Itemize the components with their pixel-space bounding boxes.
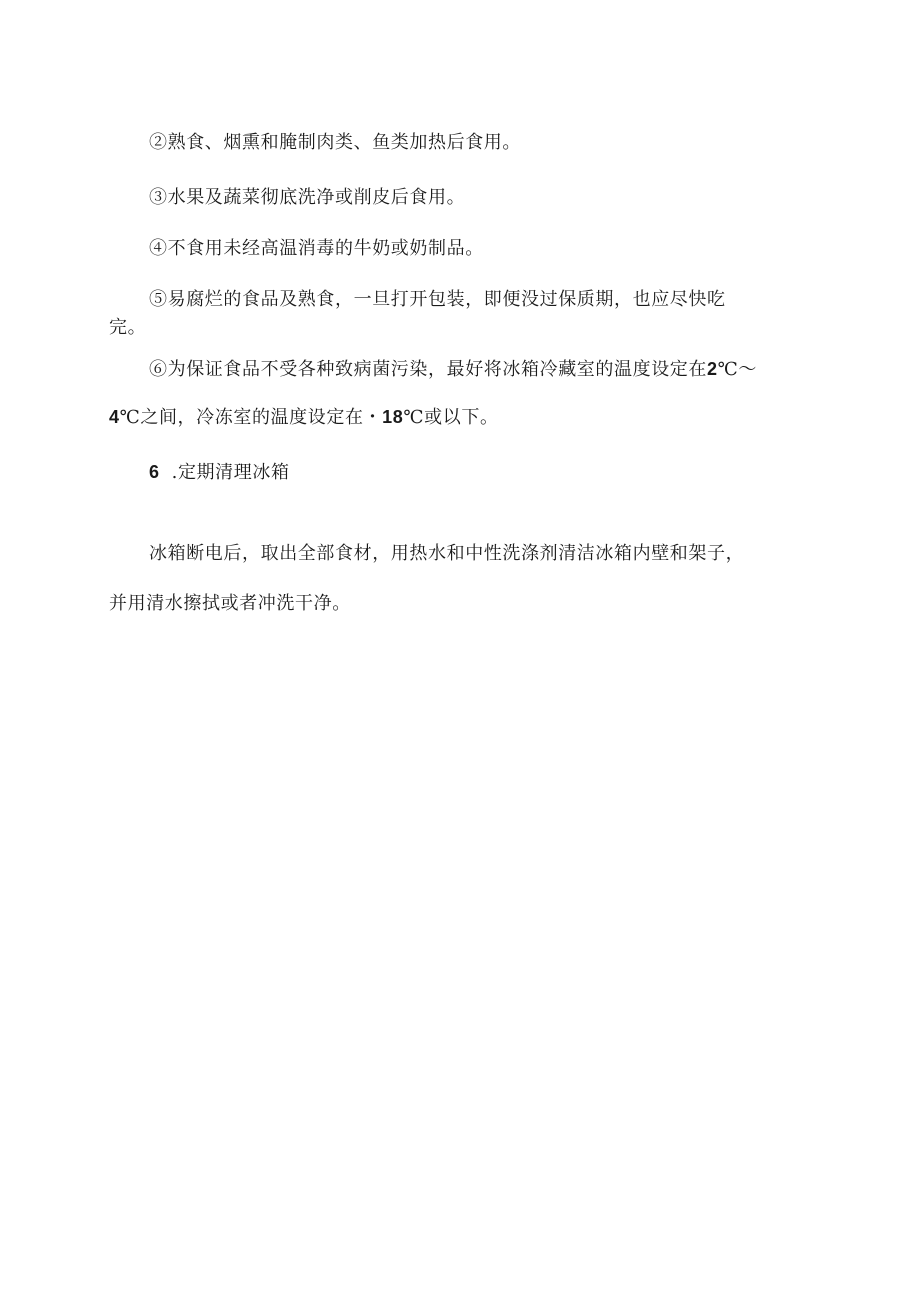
paragraph-line-2: 并用清水擦拭或者冲洗干净。 bbox=[109, 593, 351, 614]
list-item-3: ③水果及蔬菜彻底洗净或削皮后食用。 bbox=[149, 187, 466, 208]
list-item-6-text-c: ℃之间，冷冻室的温度设定在・ bbox=[119, 407, 383, 428]
list-item-6-text-d: ℃或以下。 bbox=[403, 407, 499, 428]
temp-freezer: 18 bbox=[382, 407, 404, 427]
section-title: .定期清理冰箱 bbox=[171, 462, 290, 483]
list-item-6-text-b: ℃～ bbox=[717, 359, 757, 380]
list-item-2: ②熟食、烟熏和腌制肉类、鱼类加热后食用。 bbox=[149, 132, 521, 153]
section-number: 6 bbox=[149, 462, 160, 482]
paragraph-line-1: 冰箱断电后，取出全部食材，用热水和中性洗涤剂清洁冰箱内壁和架子， bbox=[149, 543, 745, 564]
section-heading bbox=[149, 460, 290, 485]
temp-fridge-low: 2 bbox=[707, 359, 718, 379]
temp-fridge-high: 4 bbox=[109, 407, 120, 427]
list-item-6-line-2 bbox=[109, 405, 499, 430]
list-item-6-line-1 bbox=[149, 357, 757, 382]
list-item-5-line-1: ⑤易腐烂的食品及熟食，一旦打开包装，即便没过保质期，也应尽快吃 bbox=[149, 289, 726, 310]
list-item-4: ④不食用未经高温消毒的牛奶或奶制品。 bbox=[149, 238, 484, 259]
list-item-5-line-2: 完。 bbox=[109, 317, 147, 338]
list-item-6-text-a: ⑥为保证食品不受各种致病菌污染，最好将冰箱冷藏室的温度设定在 bbox=[149, 359, 707, 380]
